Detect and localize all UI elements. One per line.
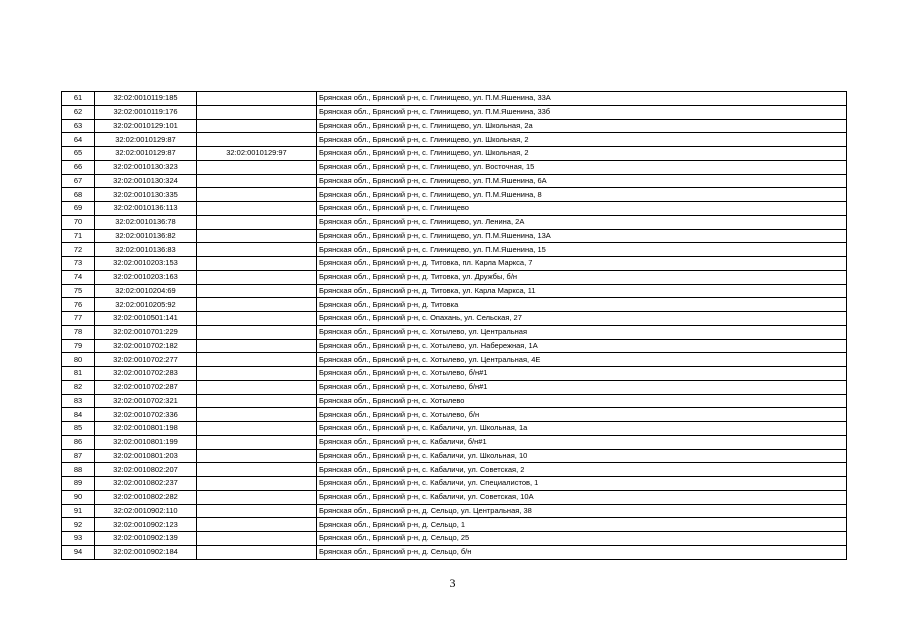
- cadastral-number-cell: 32:02:0010119:185: [95, 92, 197, 106]
- address-cell: Брянская обл., Брянский р-н, с. Глинищево, ул. П.М.Яшенина, 13А: [317, 229, 847, 243]
- cadastral-number-cell: 32:02:0010801:199: [95, 435, 197, 449]
- previous-cadastral-number-cell: [197, 105, 317, 119]
- previous-cadastral-number-cell: [197, 229, 317, 243]
- table-row: [62, 504, 847, 518]
- cadastral-number-cell: 32:02:0010701:229: [95, 325, 197, 339]
- table-row: [62, 119, 847, 133]
- row-number-cell: 66: [62, 160, 95, 174]
- address-cell: Брянская обл., Брянский р-н, с. Кабаличи, ул. Школьная, 10: [317, 449, 847, 463]
- row-number-cell: 77: [62, 312, 95, 326]
- row-number-cell: 76: [62, 298, 95, 312]
- previous-cadastral-number-cell: [197, 504, 317, 518]
- table-row: [62, 422, 847, 436]
- address-cell: Брянская обл., Брянский р-н, с. Глинищево, ул. П.М.Яшенина, 15: [317, 243, 847, 257]
- address-cell: Брянская обл., Брянский р-н, с. Глинищево, ул. П.М.Яшенина, 6А: [317, 174, 847, 188]
- row-number-cell: 81: [62, 367, 95, 381]
- document-page: [61, 91, 846, 560]
- table-row: [62, 92, 847, 106]
- cadastral-number-cell: 32:02:0010702:321: [95, 394, 197, 408]
- table-body: [62, 92, 847, 560]
- table-row: [62, 147, 847, 161]
- row-number-cell: 70: [62, 215, 95, 229]
- cadastral-number-cell: 32:02:0010203:163: [95, 270, 197, 284]
- previous-cadastral-number-cell: [197, 367, 317, 381]
- row-number-cell: 87: [62, 449, 95, 463]
- cadastral-number-cell: 32:02:0010802:207: [95, 463, 197, 477]
- previous-cadastral-number-cell: [197, 339, 317, 353]
- row-number-cell: 94: [62, 545, 95, 559]
- cadastral-number-cell: 32:02:0010130:323: [95, 160, 197, 174]
- table-row: [62, 312, 847, 326]
- cadastral-number-cell: 32:02:0010130:324: [95, 174, 197, 188]
- cadastral-number-cell: 32:02:0010119:176: [95, 105, 197, 119]
- cadastral-number-cell: 32:02:0010702:283: [95, 367, 197, 381]
- previous-cadastral-number-cell: [197, 532, 317, 546]
- table-row: [62, 325, 847, 339]
- land-plots-table: [61, 91, 847, 560]
- page-number: 3: [449, 576, 456, 590]
- address-cell: Брянская обл., Брянский р-н, д. Сельцо, ул. Центральная, 38: [317, 504, 847, 518]
- address-cell: Брянская обл., Брянский р-н, с. Глинищево, ул. Школьная, 2: [317, 147, 847, 161]
- row-number-cell: 92: [62, 518, 95, 532]
- table-row: [62, 394, 847, 408]
- address-cell: Брянская обл., Брянский р-н, д. Титовка: [317, 298, 847, 312]
- row-number-cell: 75: [62, 284, 95, 298]
- table-row: [62, 133, 847, 147]
- previous-cadastral-number-cell: [197, 188, 317, 202]
- table-row: [62, 188, 847, 202]
- table-row: [62, 367, 847, 381]
- address-cell: Брянская обл., Брянский р-н, с. Глинищево, ул. Школьная, 2а: [317, 119, 847, 133]
- row-number-cell: 89: [62, 477, 95, 491]
- address-cell: Брянская обл., Брянский р-н, с. Глинищево, ул. Школьная, 2: [317, 133, 847, 147]
- cadastral-number-cell: 32:02:0010205:92: [95, 298, 197, 312]
- address-cell: Брянская обл., Брянский р-н, с. Кабаличи, б/н#1: [317, 435, 847, 449]
- table-row: [62, 490, 847, 504]
- cadastral-number-cell: 32:02:0010204:69: [95, 284, 197, 298]
- row-number-cell: 85: [62, 422, 95, 436]
- cadastral-number-cell: 32:02:0010802:237: [95, 477, 197, 491]
- previous-cadastral-number-cell: [197, 284, 317, 298]
- previous-cadastral-number-cell: [197, 119, 317, 133]
- cadastral-number-cell: 32:02:0010130:335: [95, 188, 197, 202]
- cadastral-number-cell: 32:02:0010501:141: [95, 312, 197, 326]
- cadastral-number-cell: 32:02:0010129:87: [95, 147, 197, 161]
- previous-cadastral-number-cell: [197, 435, 317, 449]
- row-number-cell: 79: [62, 339, 95, 353]
- address-cell: Брянская обл., Брянский р-н, с. Хотылево, ул. Набережная, 1А: [317, 339, 847, 353]
- cadastral-number-cell: 32:02:0010702:287: [95, 380, 197, 394]
- cadastral-number-cell: 32:02:0010902:184: [95, 545, 197, 559]
- address-cell: Брянская обл., Брянский р-н, с. Кабаличи, ул. Советская, 2: [317, 463, 847, 477]
- previous-cadastral-number-cell: [197, 202, 317, 216]
- table-row: [62, 518, 847, 532]
- table-row: [62, 270, 847, 284]
- table-row: [62, 257, 847, 271]
- row-number-cell: 65: [62, 147, 95, 161]
- table-row: [62, 229, 847, 243]
- previous-cadastral-number-cell: [197, 243, 317, 257]
- address-cell: Брянская обл., Брянский р-н, д. Титовка, пл. Карла Маркса, 7: [317, 257, 847, 271]
- row-number-cell: 72: [62, 243, 95, 257]
- address-cell: Брянская обл., Брянский р-н, с. Кабаличи, ул. Специалистов, 1: [317, 477, 847, 491]
- cadastral-number-cell: 32:02:0010902:110: [95, 504, 197, 518]
- previous-cadastral-number-cell: [197, 215, 317, 229]
- table-row: [62, 105, 847, 119]
- address-cell: Брянская обл., Брянский р-н, с. Кабаличи, ул. Школьная, 1а: [317, 422, 847, 436]
- table-row: [62, 435, 847, 449]
- address-cell: Брянская обл., Брянский р-н, д. Сельцо, 1: [317, 518, 847, 532]
- table-row: [62, 532, 847, 546]
- table-row: [62, 215, 847, 229]
- row-number-cell: 86: [62, 435, 95, 449]
- previous-cadastral-number-cell: [197, 518, 317, 532]
- cadastral-number-cell: 32:02:0010136:83: [95, 243, 197, 257]
- previous-cadastral-number-cell: [197, 463, 317, 477]
- cadastral-number-cell: 32:02:0010702:336: [95, 408, 197, 422]
- address-cell: Брянская обл., Брянский р-н, д. Титовка, ул. Дружбы, б/н: [317, 270, 847, 284]
- cadastral-number-cell: 32:02:0010902:123: [95, 518, 197, 532]
- table-row: [62, 243, 847, 257]
- row-number-cell: 61: [62, 92, 95, 106]
- cadastral-number-cell: 32:02:0010129:87: [95, 133, 197, 147]
- address-cell: Брянская обл., Брянский р-н, с. Глинищево, ул. П.М.Яшенина, 33б: [317, 105, 847, 119]
- table-row: [62, 477, 847, 491]
- address-cell: Брянская обл., Брянский р-н, д. Сельцо, б/н: [317, 545, 847, 559]
- cadastral-number-cell: 32:02:0010136:82: [95, 229, 197, 243]
- row-number-cell: 64: [62, 133, 95, 147]
- cadastral-number-cell: 32:02:0010801:198: [95, 422, 197, 436]
- row-number-cell: 67: [62, 174, 95, 188]
- previous-cadastral-number-cell: [197, 312, 317, 326]
- address-cell: Брянская обл., Брянский р-н, с. Хотылево: [317, 394, 847, 408]
- table-row: [62, 380, 847, 394]
- row-number-cell: 93: [62, 532, 95, 546]
- previous-cadastral-number-cell: [197, 353, 317, 367]
- address-cell: Брянская обл., Брянский р-н, с. Опахань, ул. Сельская, 27: [317, 312, 847, 326]
- address-cell: Брянская обл., Брянский р-н, с. Глинищево, ул. П.М.Яшенина, 8: [317, 188, 847, 202]
- previous-cadastral-number-cell: [197, 325, 317, 339]
- previous-cadastral-number-cell: 32:02:0010129:97: [197, 147, 317, 161]
- row-number-cell: 71: [62, 229, 95, 243]
- cadastral-number-cell: 32:02:0010129:101: [95, 119, 197, 133]
- previous-cadastral-number-cell: [197, 408, 317, 422]
- cadastral-number-cell: 32:02:0010702:182: [95, 339, 197, 353]
- table-row: [62, 298, 847, 312]
- table-row: [62, 353, 847, 367]
- address-cell: Брянская обл., Брянский р-н, с. Кабаличи, ул. Советская, 10А: [317, 490, 847, 504]
- previous-cadastral-number-cell: [197, 380, 317, 394]
- row-number-cell: 62: [62, 105, 95, 119]
- cadastral-number-cell: 32:02:0010203:153: [95, 257, 197, 271]
- row-number-cell: 68: [62, 188, 95, 202]
- address-cell: Брянская обл., Брянский р-н, с. Глинищево: [317, 202, 847, 216]
- row-number-cell: 82: [62, 380, 95, 394]
- row-number-cell: 91: [62, 504, 95, 518]
- cadastral-number-cell: 32:02:0010902:139: [95, 532, 197, 546]
- cadastral-number-cell: 32:02:0010802:282: [95, 490, 197, 504]
- row-number-cell: 90: [62, 490, 95, 504]
- table-row: [62, 408, 847, 422]
- previous-cadastral-number-cell: [197, 545, 317, 559]
- previous-cadastral-number-cell: [197, 449, 317, 463]
- previous-cadastral-number-cell: [197, 298, 317, 312]
- table-row: [62, 545, 847, 559]
- address-cell: Брянская обл., Брянский р-н, с. Хотылево, б/н: [317, 408, 847, 422]
- table-row: [62, 339, 847, 353]
- row-number-cell: 78: [62, 325, 95, 339]
- row-number-cell: 88: [62, 463, 95, 477]
- address-cell: Брянская обл., Брянский р-н, д. Титовка, ул. Карла Маркса, 11: [317, 284, 847, 298]
- table-row: [62, 174, 847, 188]
- address-cell: Брянская обл., Брянский р-н, с. Хотылево, б/н#1: [317, 367, 847, 381]
- previous-cadastral-number-cell: [197, 257, 317, 271]
- previous-cadastral-number-cell: [197, 174, 317, 188]
- previous-cadastral-number-cell: [197, 270, 317, 284]
- address-cell: Брянская обл., Брянский р-н, с. Глинищево, ул. Ленина, 2А: [317, 215, 847, 229]
- cadastral-number-cell: 32:02:0010136:78: [95, 215, 197, 229]
- cadastral-number-cell: 32:02:0010801:203: [95, 449, 197, 463]
- row-number-cell: 80: [62, 353, 95, 367]
- table-row: [62, 463, 847, 477]
- previous-cadastral-number-cell: [197, 477, 317, 491]
- address-cell: Брянская обл., Брянский р-н, с. Хотылево, б/н#1: [317, 380, 847, 394]
- row-number-cell: 69: [62, 202, 95, 216]
- row-number-cell: 63: [62, 119, 95, 133]
- row-number-cell: 74: [62, 270, 95, 284]
- table-row: [62, 160, 847, 174]
- row-number-cell: 73: [62, 257, 95, 271]
- table-row: [62, 202, 847, 216]
- address-cell: Брянская обл., Брянский р-н, с. Хотылево, ул. Центральная, 4Е: [317, 353, 847, 367]
- address-cell: Брянская обл., Брянский р-н, с. Глинищево, ул. Восточная, 15: [317, 160, 847, 174]
- row-number-cell: 83: [62, 394, 95, 408]
- previous-cadastral-number-cell: [197, 422, 317, 436]
- address-cell: Брянская обл., Брянский р-н, д. Сельцо, 25: [317, 532, 847, 546]
- cadastral-number-cell: 32:02:0010702:277: [95, 353, 197, 367]
- table-row: [62, 449, 847, 463]
- table-row: [62, 284, 847, 298]
- previous-cadastral-number-cell: [197, 490, 317, 504]
- address-cell: Брянская обл., Брянский р-н, с. Глинищево, ул. П.М.Яшенина, 33А: [317, 92, 847, 106]
- previous-cadastral-number-cell: [197, 160, 317, 174]
- cadastral-number-cell: 32:02:0010136:113: [95, 202, 197, 216]
- row-number-cell: 84: [62, 408, 95, 422]
- previous-cadastral-number-cell: [197, 133, 317, 147]
- previous-cadastral-number-cell: [197, 394, 317, 408]
- address-cell: Брянская обл., Брянский р-н, с. Хотылево, ул. Центральная: [317, 325, 847, 339]
- previous-cadastral-number-cell: [197, 92, 317, 106]
